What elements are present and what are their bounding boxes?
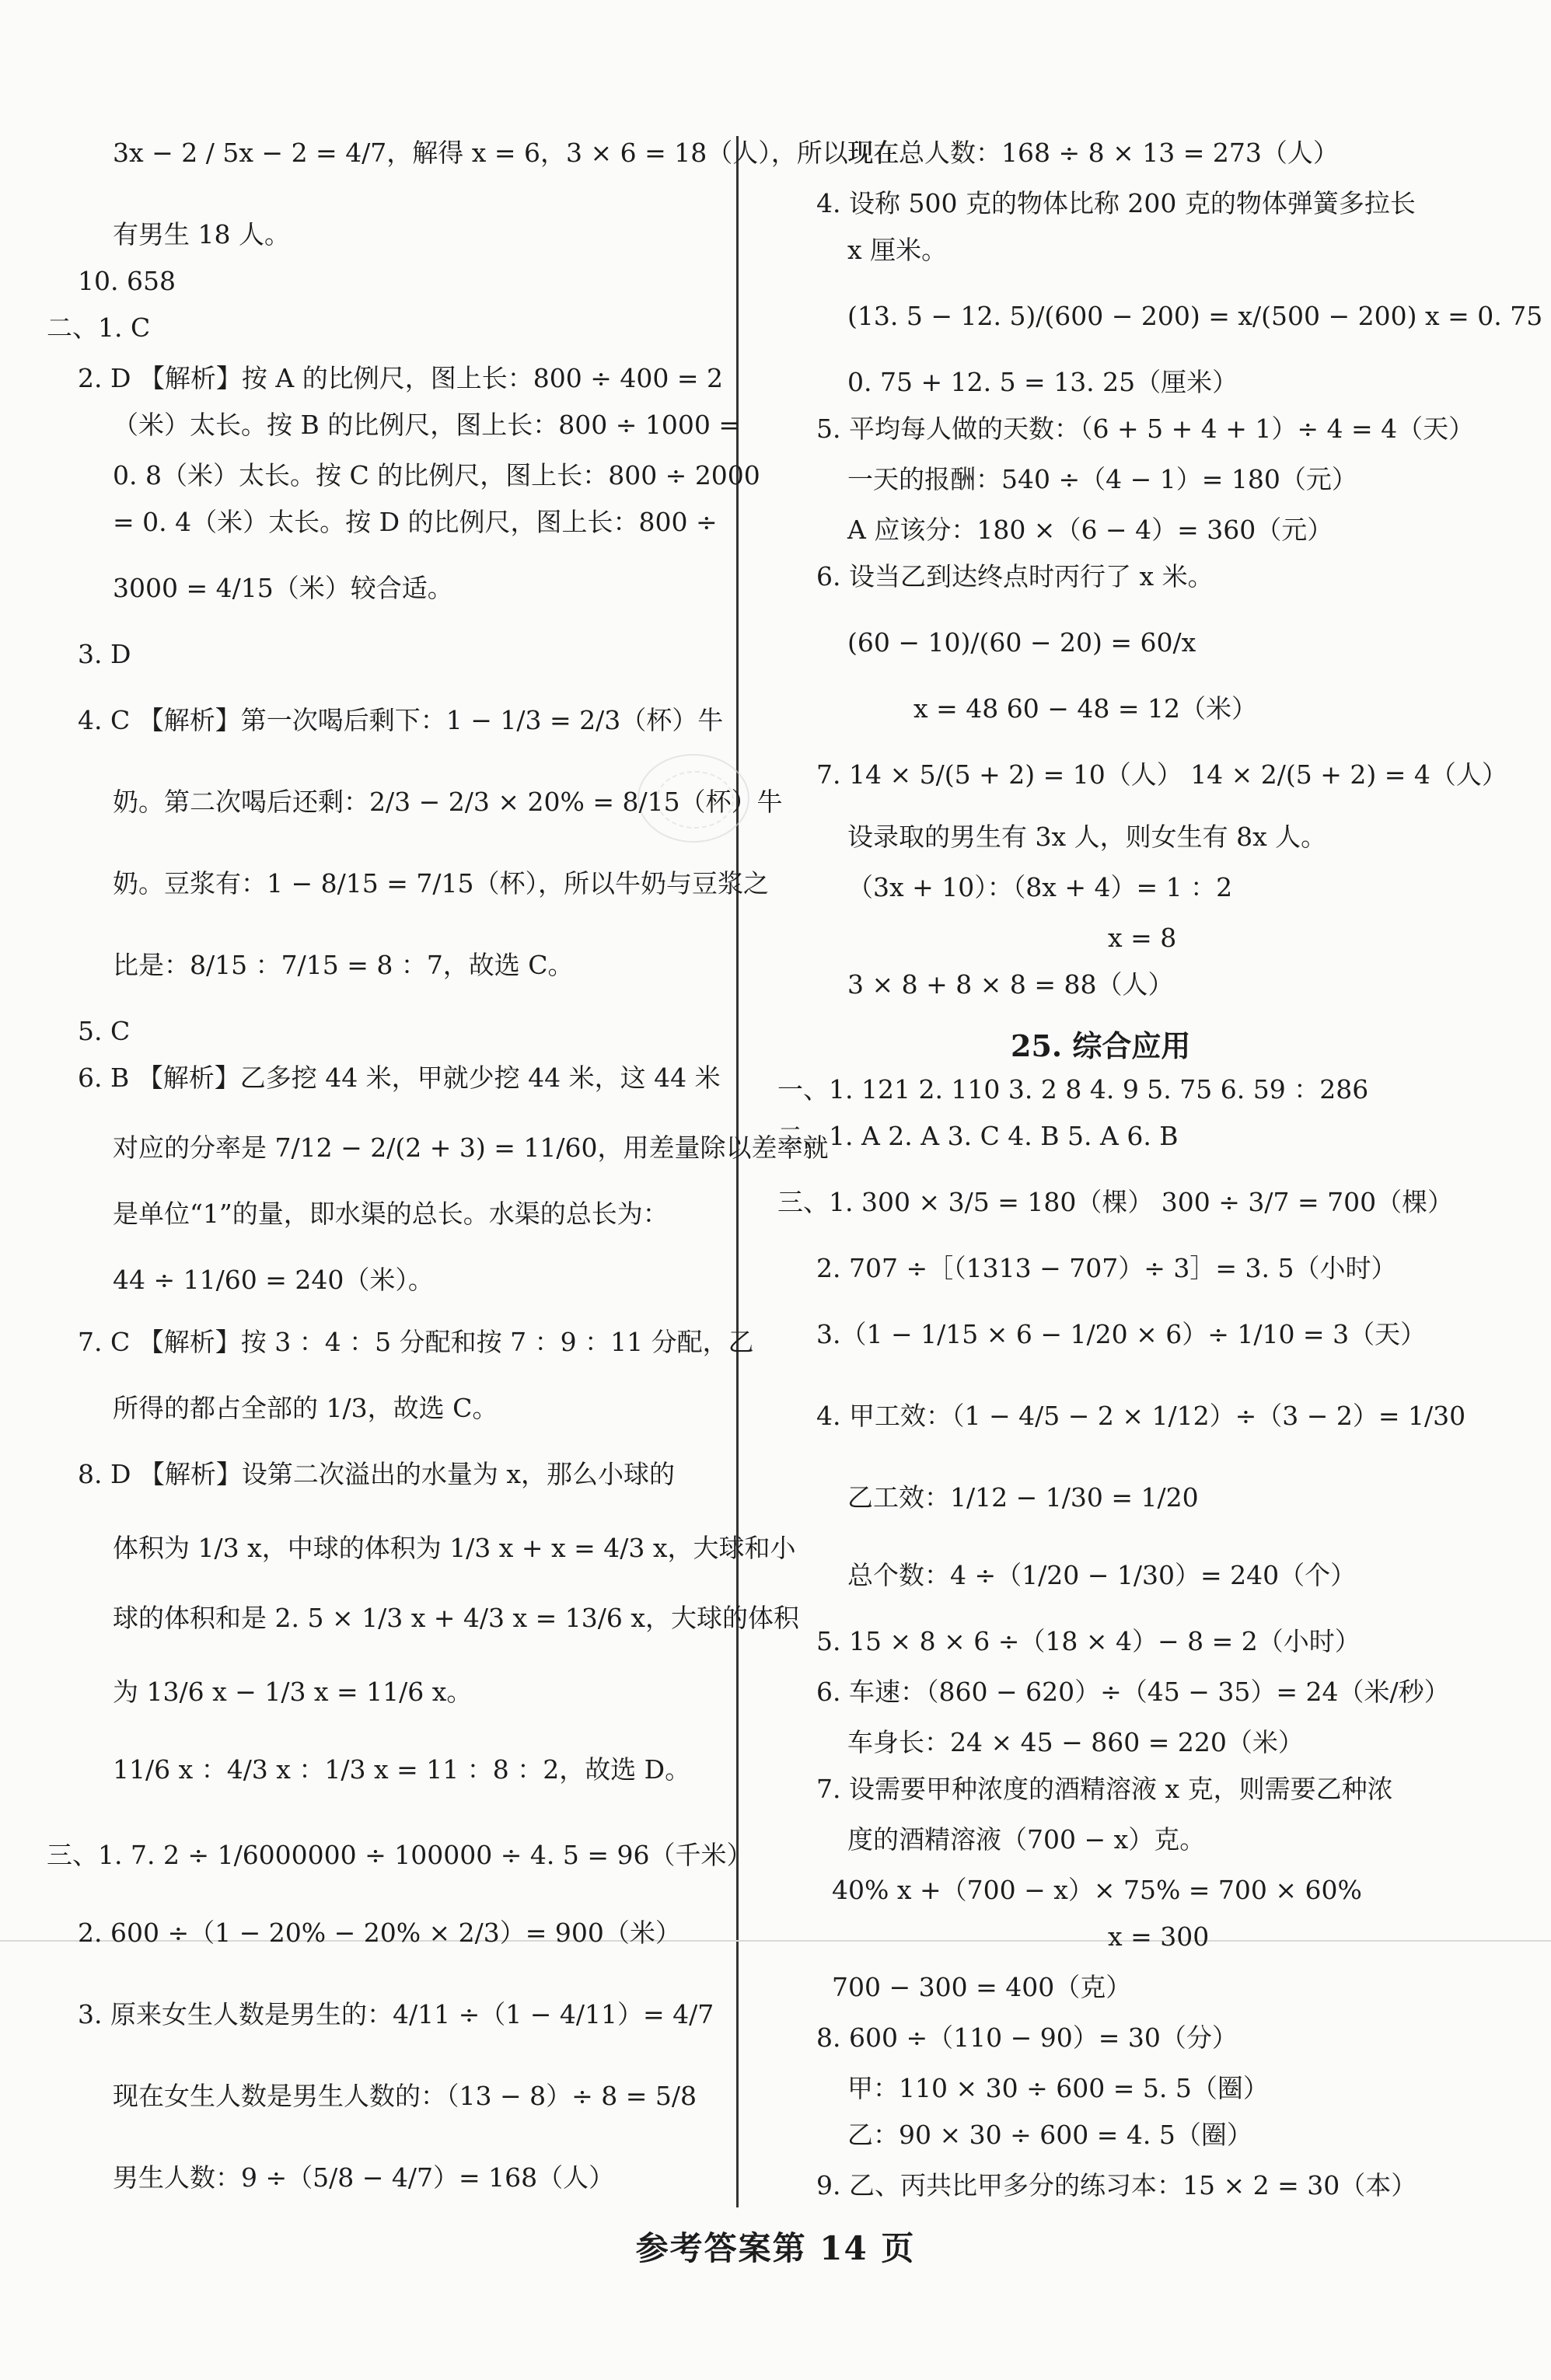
answer-line: 比是：8/15 ：7/15 = 8 ：7，故选 C。 [113, 950, 574, 980]
answer-line: 现在总人数：168 ÷ 8 × 13 = 273（人） [847, 138, 1339, 168]
answer-line: 2. D 【解析】按 A 的比例尺，图上长：800 ÷ 400 = 2 [78, 363, 723, 393]
answer-line: 乙：90 × 30 ÷ 600 = 4. 5（圈） [847, 2120, 1252, 2150]
answer-line: A 应该分：180 ×（6 − 4）= 360（元） [847, 515, 1333, 545]
answer-line: 2. 600 ÷（1 − 20% − 20% × 2/3）= 900（米） [78, 1918, 681, 1948]
answer-line: x = 300 [1108, 1921, 1210, 1952]
section-title: 25. 综合应用 [1011, 1028, 1191, 1063]
answer-line: 9. 乙、丙共比甲多分的练习本：15 × 2 = 30（本） [816, 2170, 1417, 2200]
answer-line: 0. 8（米）太长。按 C 的比例尺，图上长：800 ÷ 2000 [113, 460, 760, 490]
answer-line: 二、1. C [47, 312, 151, 343]
column-divider [736, 136, 739, 2207]
answer-line: 3000 = 4/15（米）较合适。 [113, 573, 453, 603]
answer-line: 2. 707 ÷［（1313 − 707）÷ 3］= 3. 5（小时） [816, 1253, 1397, 1283]
answer-line: 一天的报酬：540 ÷（4 − 1）= 180（元） [847, 464, 1357, 494]
answer-line: 4. 设称 500 克的物体比称 200 克的物体弹簧多拉长 [816, 188, 1416, 218]
answer-line: 7. C 【解析】按 3 ：4 ：5 分配和按 7 ：9 ：11 分配，乙 [78, 1327, 754, 1357]
answer-line: 一、1. 121 2. 110 3. 2 8 4. 9 5. 75 6. 59 ：286 [777, 1074, 1369, 1105]
answer-line: (60 − 10)/(60 − 20) = 60/x [847, 627, 1196, 658]
answer-line: 7. 14 × 5/(5 + 2) = 10（人） 14 × 2/(5 + 2) = 4（人） [816, 759, 1507, 790]
page-footer: 参考答案第 14 页 [635, 2229, 916, 2267]
answer-line: x = 48 60 − 48 = 12（米） [913, 693, 1257, 724]
answer-line: 6. 设当乙到达终点时丙行了 x 米。 [816, 561, 1214, 592]
answer-line: 二、1. A 2. A 3. C 4. B 5. A 6. B [777, 1121, 1179, 1151]
answer-line: 8. 600 ÷（110 − 90）= 30（分） [816, 2022, 1238, 2053]
answer-line: x = 8 [1108, 923, 1177, 953]
answer-line: （3x + 10）：（8x + 4）= 1 ：2 [847, 872, 1233, 902]
answer-line: 总个数：4 ÷（1/20 − 1/30）= 240（个） [847, 1560, 1357, 1590]
answer-line: 5. C [78, 1016, 131, 1046]
answer-line: (13. 5 − 12. 5)/(600 − 200) = x/(500 − 200) x = 0. 75 [847, 301, 1543, 331]
answer-line: 三、1. 300 × 3/5 = 180（棵） 300 ÷ 3/7 = 700（棵） [777, 1187, 1454, 1217]
answer-line: 5. 平均每人做的天数：（6 + 5 + 4 + 1）÷ 4 = 4（天） [816, 414, 1475, 444]
answer-line: 3.（1 − 1/15 × 6 − 1/20 × 6）÷ 1/10 = 3（天） [816, 1319, 1427, 1349]
answer-line: 是单位“1”的量，即水渠的总长。水渠的总长为： [113, 1199, 669, 1229]
answer-line: 4. C 【解析】第一次喝后剩下：1 − 1/3 = 2/3（杯）牛 [78, 705, 724, 735]
answer-line: 7. 设需要甲种浓度的酒精溶液 x 克，则需要乙种浓 [816, 1774, 1393, 1804]
answer-line: 有男生 18 人。 [113, 219, 290, 250]
answer-line: 3 × 8 + 8 × 8 = 88（人） [847, 969, 1174, 1000]
answer-line: 40% x +（700 − x）× 75% = 700 × 60% [832, 1875, 1362, 1905]
answer-line: 体积为 1/3 x，中球的体积为 1/3 x + x = 4/3 x，大球和小 [113, 1533, 796, 1563]
answer-line: 4. 甲工效：（1 − 4/5 − 2 × 1/12）÷（3 − 2）= 1/30 [816, 1401, 1466, 1431]
answer-line: 0. 75 + 12. 5 = 13. 25（厘米） [847, 367, 1238, 397]
answer-line: 奶。豆浆有：1 − 8/15 = 7/15（杯），所以牛奶与豆浆之 [113, 868, 769, 899]
answer-line: 奶。第二次喝后还剩：2/3 − 2/3 × 20% = 8/15（杯）牛 [113, 787, 783, 817]
answer-line: = 0. 4（米）太长。按 D 的比例尺，图上长：800 ÷ [113, 507, 718, 537]
answer-line: 3. D [78, 639, 131, 669]
answer-line: 设录取的男生有 3x 人，则女生有 8x 人。 [847, 822, 1327, 852]
answer-line: 三、1. 7. 2 ÷ 1/6000000 ÷ 100000 ÷ 4. 5 = 96（千米） [47, 1840, 753, 1870]
answer-line: 700 − 300 = 400（克） [832, 1972, 1132, 2002]
answer-line: 男生人数：9 ÷（5/8 − 4/7）= 168（人） [113, 2162, 615, 2193]
answer-line: 球的体积和是 2. 5 × 1/3 x + 4/3 x = 13/6 x，大球的体积 [113, 1603, 799, 1633]
answer-line: 44 ÷ 11/60 = 240（米）。 [113, 1265, 434, 1295]
answer-line: 所得的都占全部的 1/3，故选 C。 [113, 1393, 498, 1423]
answer-line: 8. D 【解析】设第二次溢出的水量为 x，那么小球的 [78, 1459, 676, 1489]
answer-line: 车身长：24 × 45 − 860 = 220（米） [847, 1727, 1304, 1757]
answer-line: 6. B 【解析】乙多挖 44 米，甲就少挖 44 米，这 44 米 [78, 1063, 721, 1093]
answer-line: 度的酒精溶液（700 − x）克。 [847, 1824, 1206, 1855]
answer-line: 6. 车速：（860 − 620）÷（45 − 35）= 24（米/秒） [816, 1677, 1450, 1707]
answer-line: 5. 15 × 8 × 6 ÷（18 × 4）− 8 = 2（小时） [816, 1626, 1361, 1656]
answer-line: 现在女生人数是男生人数的：（13 − 8）÷ 8 = 5/8 [113, 2081, 697, 2111]
answer-line: 10. 658 [78, 266, 176, 296]
answer-line: 为 13/6 x − 1/3 x = 11/6 x。 [113, 1677, 473, 1707]
answer-line: 对应的分率是 7/12 − 2/(2 + 3) = 11/60，用差量除以差率就 [113, 1132, 829, 1163]
answer-line: 3x − 2 / 5x − 2 = 4/7，解得 x = 6，3 × 6 = 18（人），所以现在 [113, 138, 900, 168]
answer-line: x 厘米。 [847, 235, 948, 265]
answer-line: 11/6 x ：4/3 x ：1/3 x = 11 ：8 ：2，故选 D。 [113, 1754, 691, 1785]
answer-line: 甲：110 × 30 ÷ 600 = 5. 5（圈） [847, 2073, 1269, 2103]
answer-line: 3. 原来女生人数是男生的：4/11 ÷（1 − 4/11）= 4/7 [78, 1999, 714, 2029]
answer-line: 乙工效：1/12 − 1/30 = 1/20 [847, 1482, 1199, 1513]
answer-line: （米）太长。按 B 的比例尺，图上长：800 ÷ 1000 = [113, 410, 740, 440]
